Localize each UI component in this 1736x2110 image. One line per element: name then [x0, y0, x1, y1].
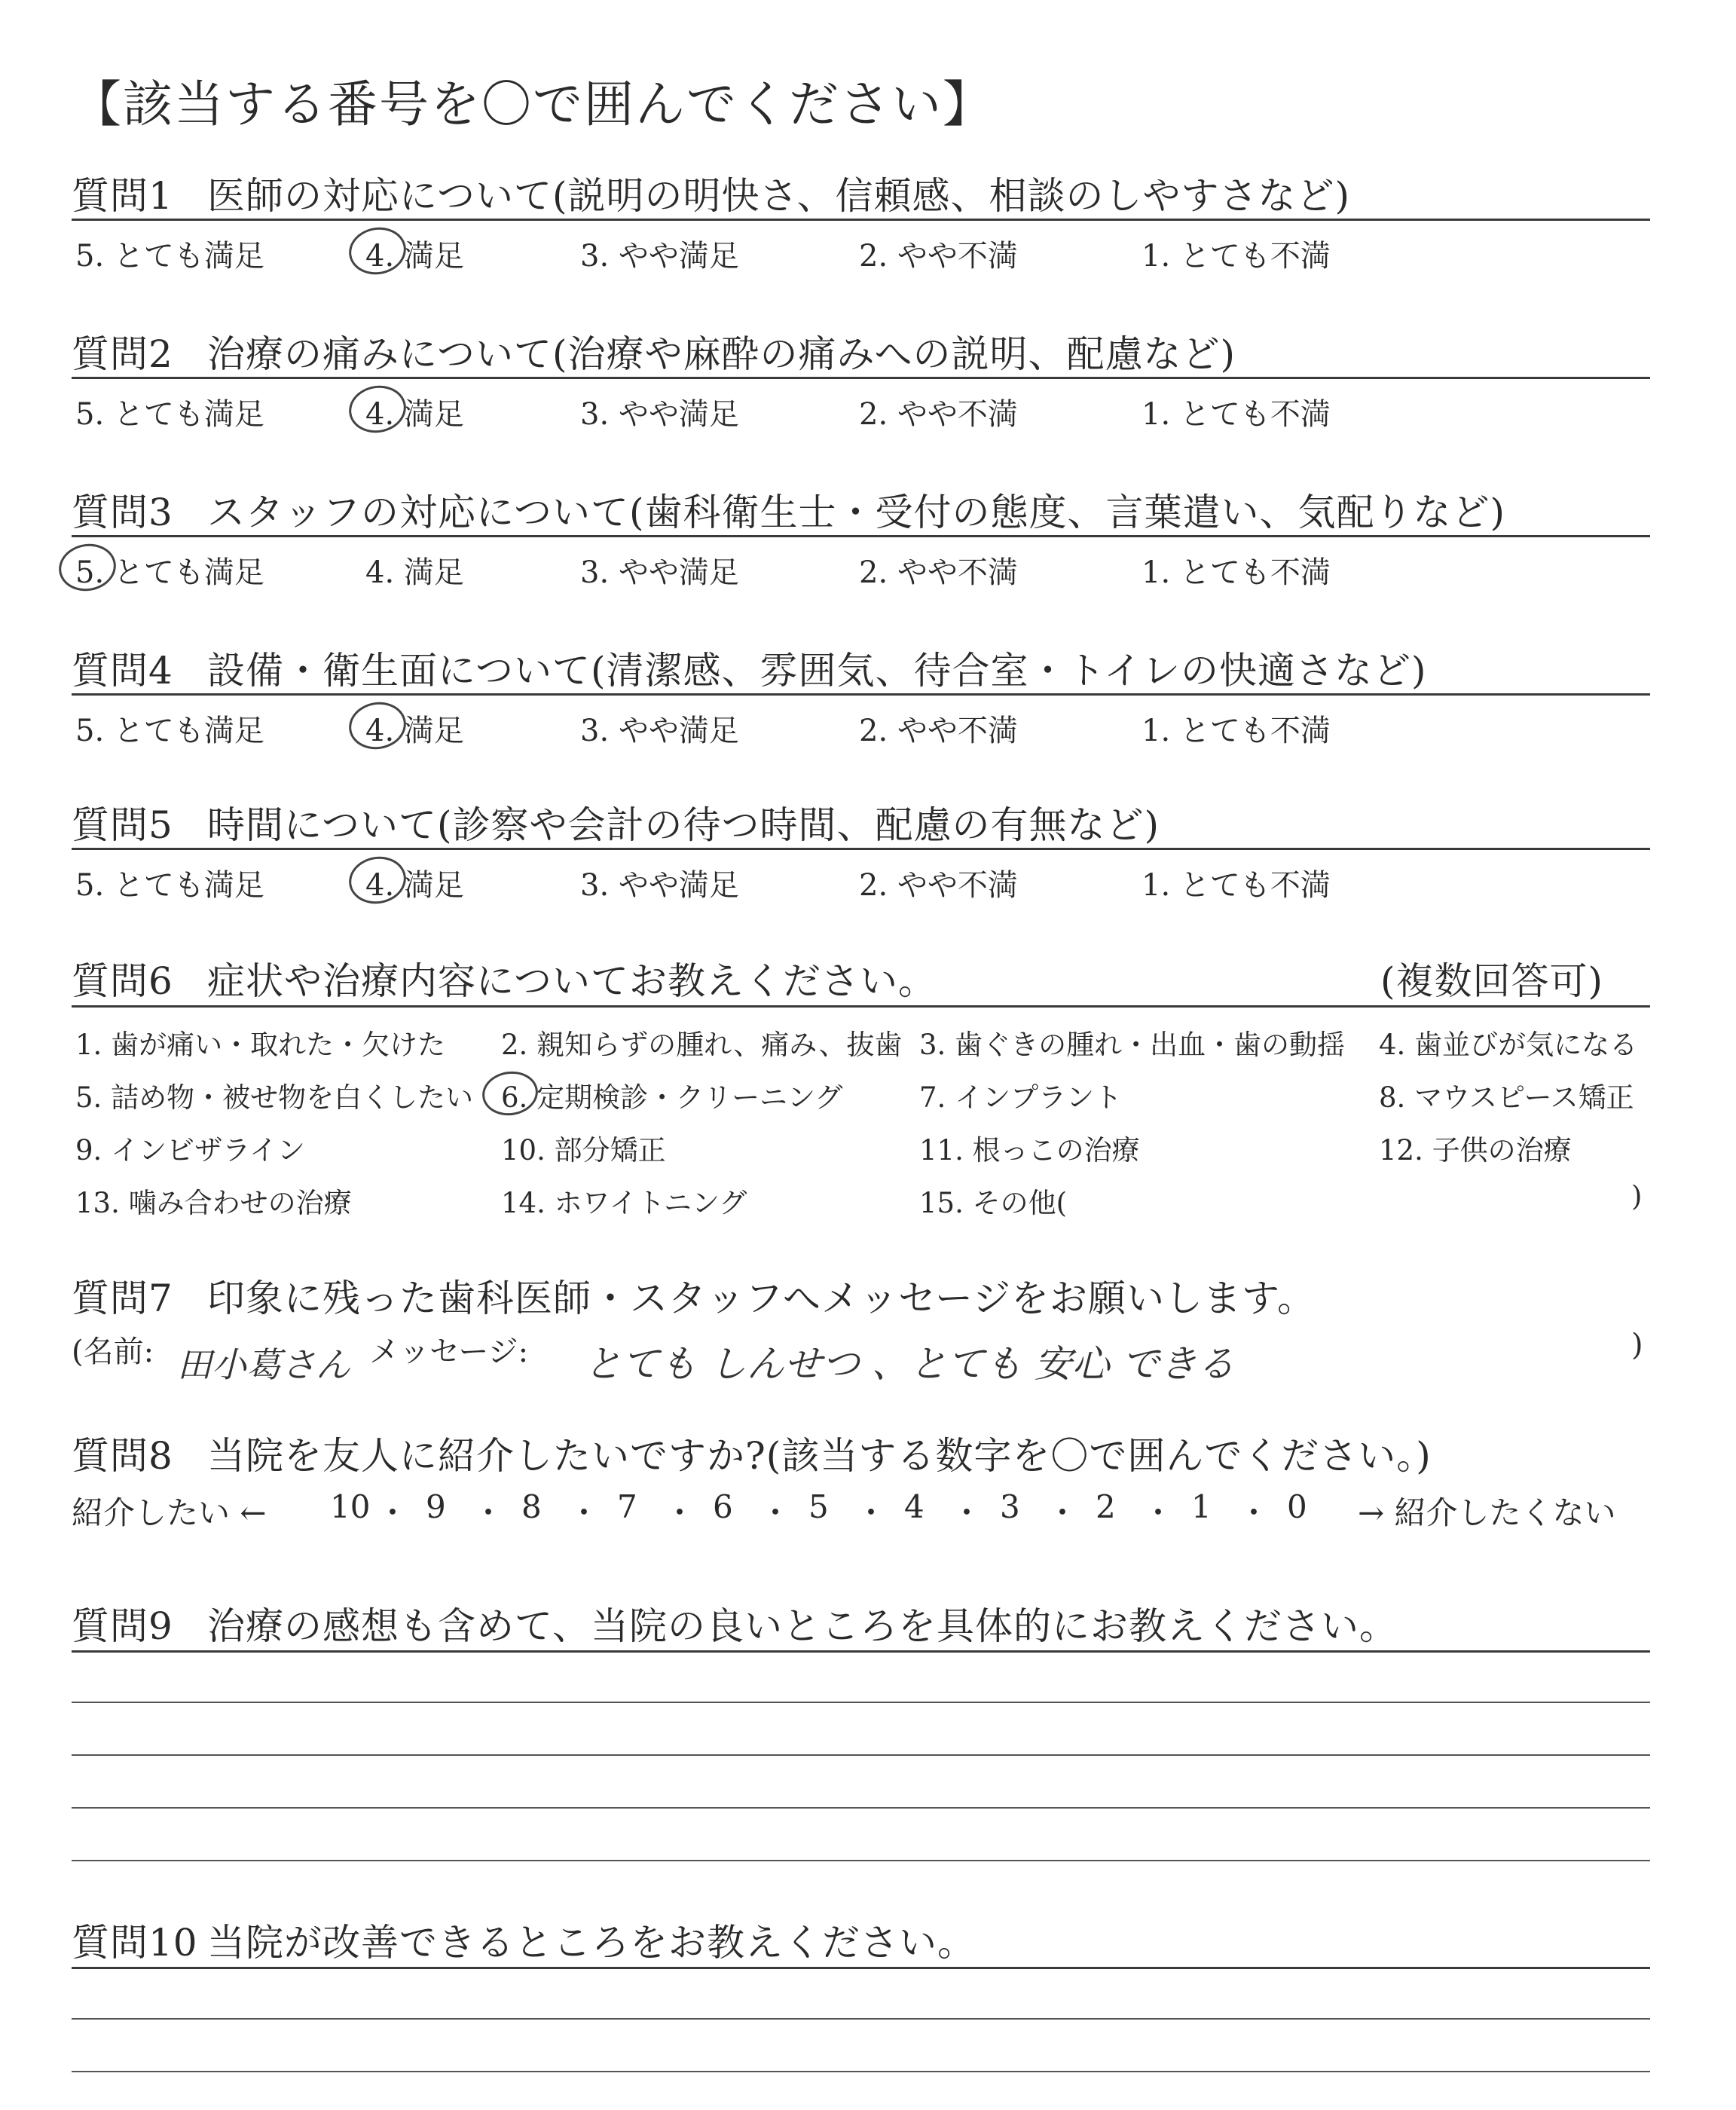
- q3-option-1[interactable]: 1. とても不満: [1142, 555, 1331, 590]
- q6-option-1[interactable]: 1. 歯が痛い・取れた・欠けた: [75, 1029, 446, 1061]
- q1-rule: [72, 219, 1650, 221]
- q6-option-14[interactable]: 14. ホワイトニング: [501, 1187, 747, 1219]
- q7-label: 質問7: [72, 1277, 173, 1320]
- q8-score-4[interactable]: 4: [904, 1488, 925, 1525]
- q6-option-10[interactable]: 10. 部分矯正: [501, 1134, 666, 1167]
- q5-text: 時間について(診察や会計の待つ時間、配慮の有無など): [207, 803, 1160, 847]
- q6-rule: [72, 1005, 1650, 1008]
- q4-option-1[interactable]: 1. とても不満: [1142, 714, 1331, 748]
- q10-rule-2[interactable]: [72, 2018, 1650, 2020]
- q8-right-label: → 紹介したくない: [1358, 1494, 1616, 1531]
- q10-label: 質問10: [72, 1921, 198, 1965]
- q9-rule-4[interactable]: [72, 1807, 1650, 1809]
- q10-rule-1: [72, 1967, 1650, 1969]
- q5-option-5[interactable]: 5. とても満足: [75, 868, 264, 903]
- q8-separator: ・: [855, 1494, 888, 1531]
- q8-text: 当院を友人に紹介したいですか?(該当する数字を〇で囲んでください。): [207, 1434, 1432, 1478]
- q6-option-7[interactable]: 7. インプラント: [919, 1081, 1123, 1114]
- q7-name-label: (名前:: [72, 1335, 154, 1369]
- q1-option-3[interactable]: 3. やや満足: [580, 239, 739, 274]
- q6-note: (複数回答可): [1380, 959, 1604, 1003]
- q6-label: 質問6: [72, 959, 173, 1003]
- q6-option-2[interactable]: 2. 親知らずの腫れ、痛み、抜歯: [501, 1029, 903, 1061]
- q8-separator: ・: [377, 1494, 409, 1531]
- q3-option-2[interactable]: 2. やや不満: [859, 555, 1018, 590]
- q8-score-1[interactable]: 1: [1191, 1488, 1212, 1525]
- q5-rule: [72, 848, 1650, 850]
- q2-rule: [72, 377, 1650, 379]
- q2-option-5[interactable]: 5. とても満足: [75, 397, 264, 432]
- q8-separator: ・: [951, 1494, 983, 1531]
- q4-option-3[interactable]: 3. やや満足: [580, 714, 739, 748]
- q5-option-2[interactable]: 2. やや不満: [859, 868, 1018, 903]
- q1-option-1[interactable]: 1. とても不満: [1142, 239, 1331, 274]
- q8-score-9[interactable]: 9: [426, 1488, 446, 1525]
- q5-label: 質問5: [72, 803, 173, 847]
- q9-rule-2[interactable]: [72, 1702, 1650, 1703]
- q2-option-3[interactable]: 3. やや満足: [580, 397, 739, 432]
- q2-label: 質問2: [72, 332, 173, 376]
- q2-option-1[interactable]: 1. とても不満: [1142, 397, 1331, 432]
- q5-option-3[interactable]: 3. やや満足: [580, 868, 739, 903]
- q7-message-label: メッセージ:: [369, 1335, 529, 1369]
- q8-separator: ・: [1238, 1494, 1270, 1531]
- q8-score-2[interactable]: 2: [1096, 1488, 1116, 1525]
- q1-option-5[interactable]: 5. とても満足: [75, 239, 264, 274]
- q9-rule-5[interactable]: [72, 1860, 1650, 1861]
- q6-option-15[interactable]: 15. その他(: [919, 1187, 1068, 1219]
- q8-separator: ・: [1142, 1494, 1175, 1531]
- q8-separator: ・: [664, 1494, 696, 1531]
- q10-rule-3[interactable]: [72, 2071, 1650, 2072]
- q2-option-4[interactable]: 4. 満足: [365, 397, 464, 432]
- q9-label: 質問9: [72, 1604, 173, 1648]
- q6-option-6[interactable]: 6. 定期検診・クリーニング: [501, 1081, 843, 1114]
- q3-option-5[interactable]: 5. とても満足: [75, 555, 264, 590]
- q8-score-3[interactable]: 3: [1000, 1488, 1020, 1525]
- q7-close: ): [1631, 1328, 1643, 1362]
- q8-score-5[interactable]: 5: [808, 1488, 829, 1525]
- q6-text: 症状や治療内容についてお教えください。: [207, 959, 937, 1003]
- q10-text: 当院が改善できるところをお教えください。: [207, 1921, 976, 1965]
- q4-label: 質問4: [72, 649, 173, 693]
- q8-score-8[interactable]: 8: [521, 1488, 542, 1525]
- q6-option-4[interactable]: 4. 歯並びが気になる: [1379, 1029, 1638, 1061]
- q1-label: 質問1: [72, 174, 173, 218]
- q3-option-4[interactable]: 4. 満足: [365, 555, 464, 590]
- q5-option-1[interactable]: 1. とても不満: [1142, 868, 1331, 903]
- q5-option-4[interactable]: 4. 満足: [365, 868, 464, 903]
- q6-option-9[interactable]: 9. インビザライン: [75, 1134, 305, 1167]
- q8-score-10[interactable]: 10: [330, 1488, 371, 1525]
- q9-rule-3[interactable]: [72, 1754, 1650, 1756]
- q6-option-3[interactable]: 3. 歯ぐきの腫れ・出血・歯の動揺: [919, 1029, 1346, 1061]
- q8-score-6[interactable]: 6: [713, 1488, 733, 1525]
- q4-option-4[interactable]: 4. 満足: [365, 714, 464, 748]
- q4-text: 設備・衛生面について(清潔感、雰囲気、待合室・トイレの快適さなど): [207, 649, 1427, 693]
- q6-option-8[interactable]: 8. マウスピース矯正: [1379, 1081, 1634, 1114]
- q3-text: スタッフの対応について(歯科衛生士・受付の態度、言葉遣い、気配りなど): [207, 491, 1506, 534]
- q7-text: 印象に残った歯科医師・スタッフへメッセージをお願いします。: [207, 1277, 1316, 1320]
- q1-option-2[interactable]: 2. やや不満: [859, 239, 1018, 274]
- q9-text: 治療の感想も含めて、当院の良いところを具体的にお教えください。: [207, 1604, 1398, 1648]
- q7-message-value[interactable]: とても しんせつ 、とても 安心 できる: [584, 1342, 1235, 1386]
- q3-label: 質問3: [72, 491, 173, 534]
- q8-separator: ・: [1047, 1494, 1079, 1531]
- q8-separator: ・: [472, 1494, 505, 1531]
- page-title: 【該当する番号を〇で囲んでください】: [72, 75, 994, 133]
- q3-option-3[interactable]: 3. やや満足: [580, 555, 739, 590]
- q1-option-4[interactable]: 4. 満足: [365, 239, 464, 274]
- q3-rule: [72, 535, 1650, 537]
- q8-separator: ・: [760, 1494, 792, 1531]
- q4-option-2[interactable]: 2. やや不満: [859, 714, 1018, 748]
- q1-text: 医師の対応について(説明の明快さ、信頼感、相談のしやすさなど): [207, 174, 1351, 218]
- q8-separator: ・: [568, 1494, 601, 1531]
- q6-option-13[interactable]: 13. 噛み合わせの治療: [75, 1187, 352, 1219]
- q6-option-11[interactable]: 11. 根っこの治療: [919, 1134, 1140, 1167]
- q8-score-7[interactable]: 7: [617, 1488, 637, 1525]
- q8-score-0[interactable]: 0: [1287, 1488, 1307, 1525]
- q2-text: 治療の痛みについて(治療や麻酔の痛みへの説明、配慮など): [207, 332, 1236, 376]
- q9-rule-1: [72, 1650, 1650, 1653]
- q6-option-5[interactable]: 5. 詰め物・被せ物を白くしたい: [75, 1081, 474, 1114]
- q6-option-other-close: ): [1631, 1180, 1643, 1212]
- q4-rule: [72, 693, 1650, 696]
- q4-option-5[interactable]: 5. とても満足: [75, 714, 264, 748]
- q2-option-2[interactable]: 2. やや不満: [859, 397, 1018, 432]
- q8-label: 質問8: [72, 1434, 173, 1478]
- q7-name-value[interactable]: 田小葛さん: [177, 1344, 350, 1385]
- q8-left-label: 紹介したい ←: [72, 1494, 267, 1531]
- q6-option-12[interactable]: 12. 子供の治療: [1379, 1134, 1572, 1167]
